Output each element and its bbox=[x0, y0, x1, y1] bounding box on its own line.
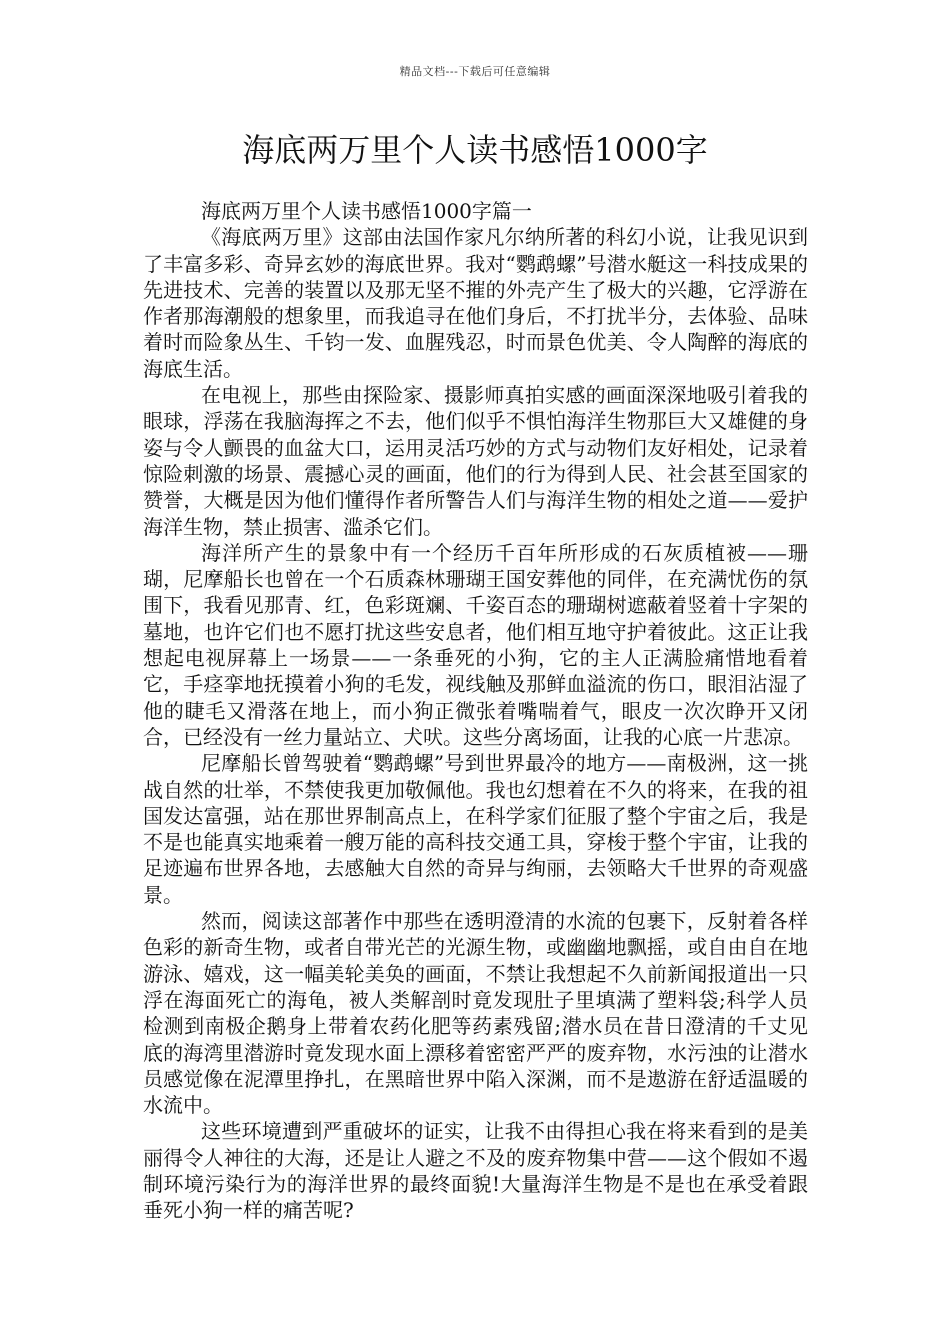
paragraph: 这些环境遭到严重破坏的证实，让我不由得担心我在将来看到的是美丽得令人神往的大海，还是让人避之不及的废弃物集中营——这个假如不遏制环境污染行为的海洋世界的最终面貌!大量海洋生物是不是也在承受着跟垂死小狗一样的痛苦呢? bbox=[143, 1119, 808, 1223]
paragraph: 《海底两万里》这部由法国作家凡尔纳所著的科幻小说，让我见识到了丰富多彩、奇异玄妙的海底世界。我对“鹦鹉螺”号潜水艇这一科技成果的先进技术、完善的装置以及那无坚不摧的外壳产生了极大的兴趣，它浮游在作者那海潮般的想象里，而我追寻在他们身后，不打扰半分，去体验、品味着时而险象丛生、千钧一发、血腥残忍，时而景色优美、令人陶醉的海底的海底生活。 bbox=[143, 225, 808, 381]
section-label: 海底两万里个人读书感悟1000字篇一 bbox=[201, 199, 532, 223]
page-title: 海底两万里个人读书感悟1000字 bbox=[242, 131, 708, 169]
header-note: 精品文档---下载后可任意编辑 bbox=[399, 65, 551, 78]
paragraph: 然而，阅读这部著作中那些在透明澄清的水流的包裹下，反射着各样色彩的新奇生物，或者自带光芒的光源生物，或幽幽地飘摇，或自由自在地游泳、嬉戏，这一幅美轮美奂的画面，不禁让我想起不久前新闻报道出一只浮在海面死亡的海龟，被人类解剖时竟发现肚子里填满了塑料袋;科学人员检测到南极企鹅身上带着农药化肥等药素残留;潜水员在昔日澄清的千丈见底的海湾里潜游时竟发现水面上漂移着密密严严的废弃物，水污浊的让潜水员感觉像在泥潭里挣扎，在黑暗世界中陷入深渊，而不是遨游在舒适温暖的水流中。 bbox=[143, 909, 808, 1118]
paragraph: 在电视上，那些由探险家、摄影师真拍实感的画面深深地吸引着我的眼球，浮荡在我脑海挥之不去，他们似乎不惧怕海洋生物那巨大又雄健的身姿与令人颤畏的血盆大口，运用灵活巧妙的方式与动物们友好相处，记录着惊险刺激的场景、震撼心灵的画面，他们的行为得到人民、社会甚至国家的赞誉，大概是因为他们懂得作者所警告人们与海洋生物的相处之道——爱护海洋生物，禁止损害、滥杀它们。 bbox=[143, 383, 808, 539]
paragraph: 尼摩船长曾驾驶着“鹦鹉螺”号到世界最冷的地方——南极洲，这一挑战自然的壮举，不禁使我更加敬佩他。我也幻想着在不久的将来，在我的祖国发达富强，站在那世界制高点上，在科学家们征服了整个宇宙之后，我是不是也能真实地乘着一艘万能的高科技交通工具，穿梭于整个宇宙，让我的足迹遍布世界各地，去感触大自然的奇异与绚丽，去领略大千世界的奇观盛景。 bbox=[143, 751, 808, 907]
paragraph: 海洋所产生的景象中有一个经历千百年所形成的石灰质植被——珊瑚，尼摩船长也曾在一个石质森林珊瑚王国安葬他的同伴，在充满忧伤的氛围下，我看见那青、红，色彩斑斓、千姿百态的珊瑚树遮蔽着竖着十字架的墓地，也许它们也不愿打扰这些安息者，他们相互地守护着彼此。这正让我想起电视屏幕上一场景——一条垂死的小狗，它的主人正满脸痛惜地看着它，手痉挛地抚摸着小狗的毛发，视线触及那鲜血溢流的伤口，眼泪沾湿了他的睫毛又滑落在地上，而小狗正微张着嘴喘着气，眼皮一次次睁开又闭合，已经没有一丝力量站立、犬吠。这些分离场面，让我的心底一片悲凉。 bbox=[143, 540, 808, 749]
article-body bbox=[143, 198, 808, 1224]
